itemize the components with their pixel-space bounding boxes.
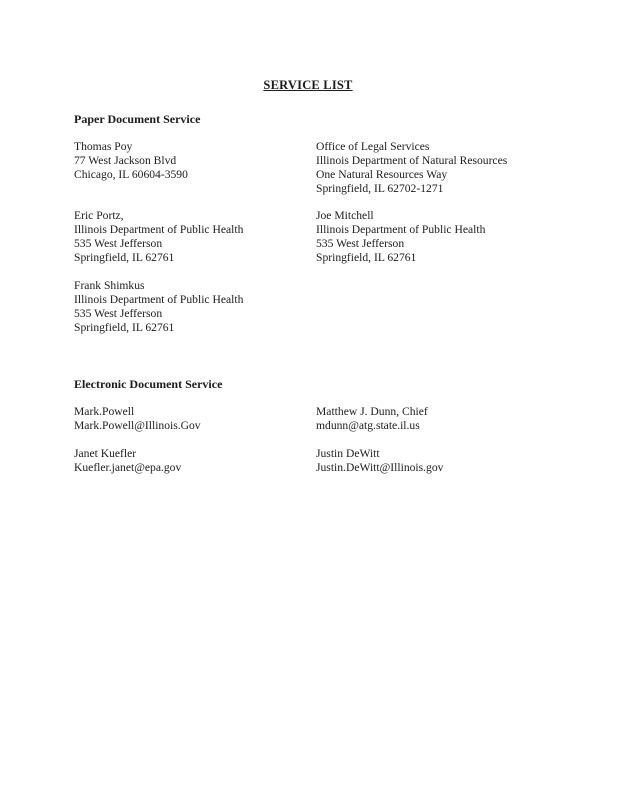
address-line: Springfield, IL 62702-1271 (316, 182, 444, 195)
recipient-joe-mitchell (316, 209, 485, 265)
recipient-frank-shimkus (74, 279, 243, 335)
recipient-janet-kuefler (74, 447, 181, 475)
recipient-name: Joe Mitchell (316, 209, 374, 222)
email-address: Justin.DeWitt@Illinois.gov (316, 461, 444, 474)
address-line: Illinois Department of Public Health (74, 293, 244, 306)
recipient-name: Mark.Powell (74, 405, 135, 418)
address-line: Chicago, IL 60604-3590 (74, 168, 188, 181)
recipient-name: Frank Shimkus (74, 279, 145, 292)
address-line: Springfield, IL 62761 (74, 251, 175, 264)
email-address: Kuefler.janet@epa.gov (74, 461, 182, 474)
electronic-service-heading: Electronic Document Service (74, 377, 223, 391)
page-title: SERVICE LIST (263, 78, 353, 92)
recipient-name: Eric Portz, (74, 209, 124, 222)
recipient-name: Office of Legal Services (316, 140, 430, 153)
address-line: 535 West Jefferson (74, 237, 163, 250)
recipient-thomas-poy (74, 140, 188, 182)
recipient-name: Thomas Poy (74, 140, 133, 153)
address-line: 535 West Jefferson (316, 237, 405, 250)
email-address: Mark.Powell@Illinois.Gov (74, 419, 201, 432)
email-address: mdunn@atg.state.il.us (316, 419, 420, 432)
paper-service-heading: Paper Document Service (74, 112, 201, 126)
address-line: Illinois Department of Public Health (316, 223, 486, 236)
recipient-matthew-dunn (316, 405, 428, 433)
recipient-justin-dewitt (316, 447, 443, 475)
address-line: Springfield, IL 62761 (316, 251, 417, 264)
address-line: Illinois Department of Natural Resources (316, 154, 508, 167)
address-line: 535 West Jefferson (74, 307, 163, 320)
address-line: Illinois Department of Public Health (74, 223, 244, 236)
recipient-mark-powell (74, 405, 201, 433)
recipient-name: Janet Kuefler (74, 447, 137, 460)
recipient-name: Justin DeWitt (316, 447, 380, 460)
address-line: 77 West Jackson Blvd (74, 154, 177, 167)
address-line: Springfield, IL 62761 (74, 321, 175, 334)
recipient-office-of-legal-services (316, 140, 507, 196)
recipient-name: Matthew J. Dunn, Chief (316, 405, 428, 418)
recipient-eric-portz (74, 209, 243, 265)
address-line: One Natural Resources Way (316, 168, 448, 181)
